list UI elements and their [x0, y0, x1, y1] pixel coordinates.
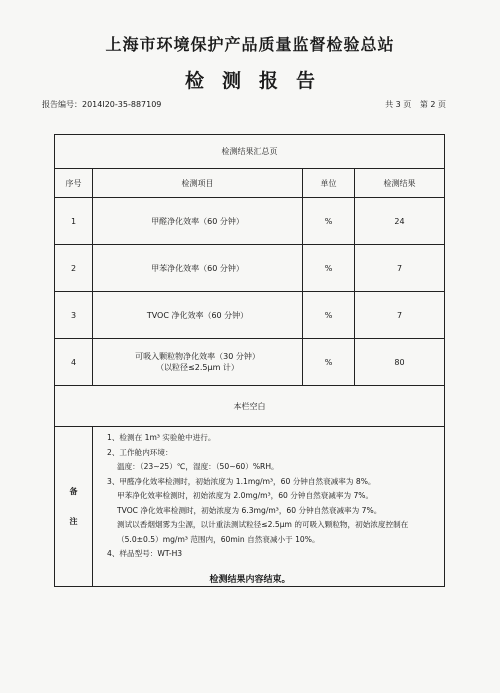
notes-row: [55, 427, 445, 587]
note-line: 3、甲醛净化效率检测时，初始浓度为 1.1mg/m³，60 分钟自然衰减率为 8%。: [107, 476, 376, 486]
row-item: TVOC 净化效率（60 分钟）: [93, 292, 303, 339]
notes-label-char: 备: [69, 486, 78, 496]
row-item: 甲醛净化效率（60 分钟）: [93, 198, 303, 245]
row-unit: %: [303, 245, 355, 292]
notes-label: [55, 427, 93, 587]
note-line: 测试以香烟烟雾为尘源，以计重法测试粒径≤2.5μm 的可吸入颗粒物，初始浓度控制在: [117, 520, 409, 529]
row-result: 24: [355, 198, 445, 245]
row-no: 3: [55, 292, 93, 339]
row-no: 4: [55, 339, 93, 386]
row-item: 甲苯净化效率（60 分钟）: [93, 245, 303, 292]
total-pages: 共 3 页: [385, 100, 412, 109]
row-result: 7: [355, 292, 445, 339]
page-info: [379, 99, 446, 110]
organization-name: 上海市环境保护产品质量监督检验总站: [105, 35, 395, 54]
column-header-unit: 单位: [303, 169, 355, 198]
note-line: （5.0±0.5）mg/m³ 范围内，60min 自然衰减小于 10%。: [117, 534, 320, 544]
column-header-no: 序号: [55, 169, 93, 198]
table-header-row: [55, 169, 445, 198]
row-item-line1: 可吸入颗粒物净化效率（30 分钟）: [135, 352, 260, 361]
note-line: 1、检测在 1m³ 实验舱中进行。: [107, 433, 216, 442]
report-number: 报告编号：2014I20-35-887109: [42, 100, 162, 109]
summary-title: 检测结果汇总页: [55, 135, 445, 169]
row-result: 80: [355, 339, 445, 386]
note-line: 4、样品型号：WT-H3: [107, 549, 183, 558]
results-table: [54, 134, 445, 587]
note-line: 甲苯净化效率检测时，初始浓度为 2.0mg/m³，60 分钟自然衰减率为 7%。: [117, 491, 374, 500]
row-no: 1: [55, 198, 93, 245]
row-item-line2: （以粒径≤2.5μm 计）: [156, 363, 239, 372]
note-line: 温度：（23~25）℃，湿度：（50~60）%RH。: [117, 462, 279, 471]
column-header-result: 检测结果: [355, 169, 445, 198]
table-row: [55, 245, 445, 292]
row-unit: %: [303, 198, 355, 245]
row-unit: %: [303, 339, 355, 386]
notes-label-char: 注: [69, 516, 78, 526]
blank-label: 本栏空白: [55, 386, 445, 427]
row-unit: %: [303, 292, 355, 339]
document-title: 检测报告: [184, 70, 333, 92]
table-row: [55, 198, 445, 245]
row-item: [93, 339, 303, 386]
row-no: 2: [55, 245, 93, 292]
table-row: [55, 339, 445, 386]
row-result: 7: [355, 245, 445, 292]
note-line: TVOC 净化效率检测时，初始浓度为 6.3mg/m³，60 分钟自然衰减率为 7%。: [117, 505, 382, 515]
end-of-results: 检测结果内容结束。: [209, 575, 291, 585]
current-page: 第 2 页: [419, 100, 446, 109]
column-header-item: 检测项目: [93, 169, 303, 198]
note-line: 2、工作舱内环境：: [107, 447, 173, 457]
notes-body: [93, 427, 445, 587]
table-row: [55, 292, 445, 339]
